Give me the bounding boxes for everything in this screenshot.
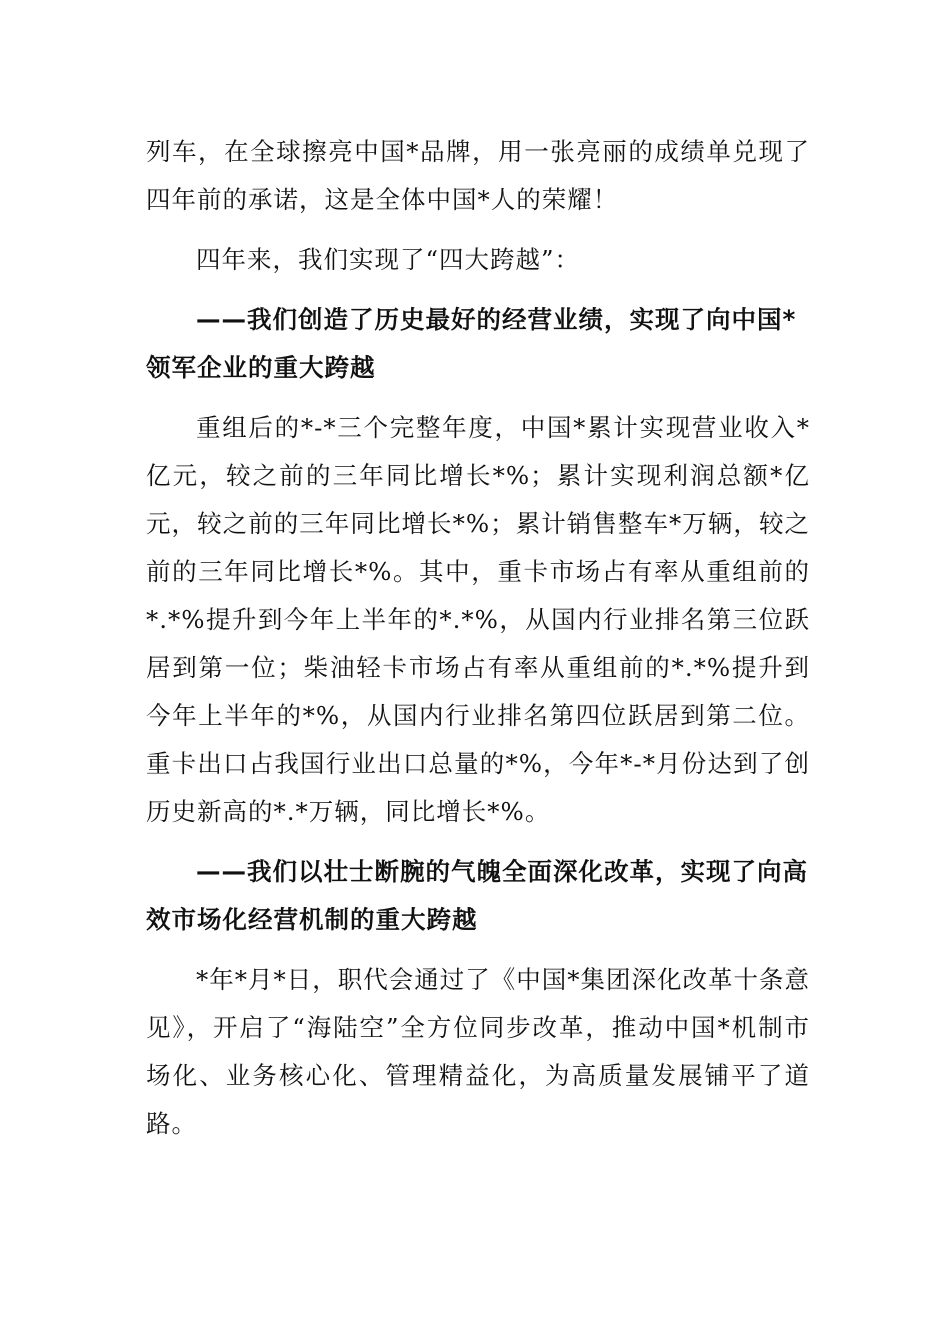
heading-leap-performance: ——我们创造了历史最好的经营业绩，实现了向中国*领军企业的重大跨越	[146, 305, 797, 382]
paragraph-continuation: 列车，在全球擦亮中国*品牌，用一张亮丽的成绩单兑现了四年前的承诺，这是全体中国*人的荣耀！	[146, 137, 810, 214]
paragraph-four-leaps-intro: 四年来，我们实现了“四大跨越”：	[196, 245, 581, 274]
heading-leap-reform: ——我们以壮士断腕的气魄全面深化改革，实现了向高效市场化经营机制的重大跨越	[146, 857, 808, 934]
paragraph-reform-details: *年*月*日，职代会通过了《中国*集团深化改革十条意见》，开启了“海陆空”全方位同步改革，推动中国*机制市场化、业务核心化、管理精益化，为高质量发展铺平了道路。	[146, 965, 810, 1138]
document-body	[146, 128, 810, 1160]
paragraph-performance-details: 重组后的*-*三个完整年度，中国*累计实现营业收入*亿元，较之前的三年同比增长*%；累计实现利润总额*亿元，较之前的三年同比增长*%；累计销售整车*万辆，较之前的三年同比增长*%。其中，重卡市场占有率从重组前的*.*%提升到今年上半年的*.*%，从国内行业排名第三位跃居到第一位；柴油轻卡市场占有率从重组前的*.*%提升到今年上半年的*%，从国内行业排名第四位跃居到第二位。重卡出口占我国行业出口总量的*%，今年*-*月份达到了创历史新高的*.*万辆，同比增长*%。	[146, 413, 810, 826]
